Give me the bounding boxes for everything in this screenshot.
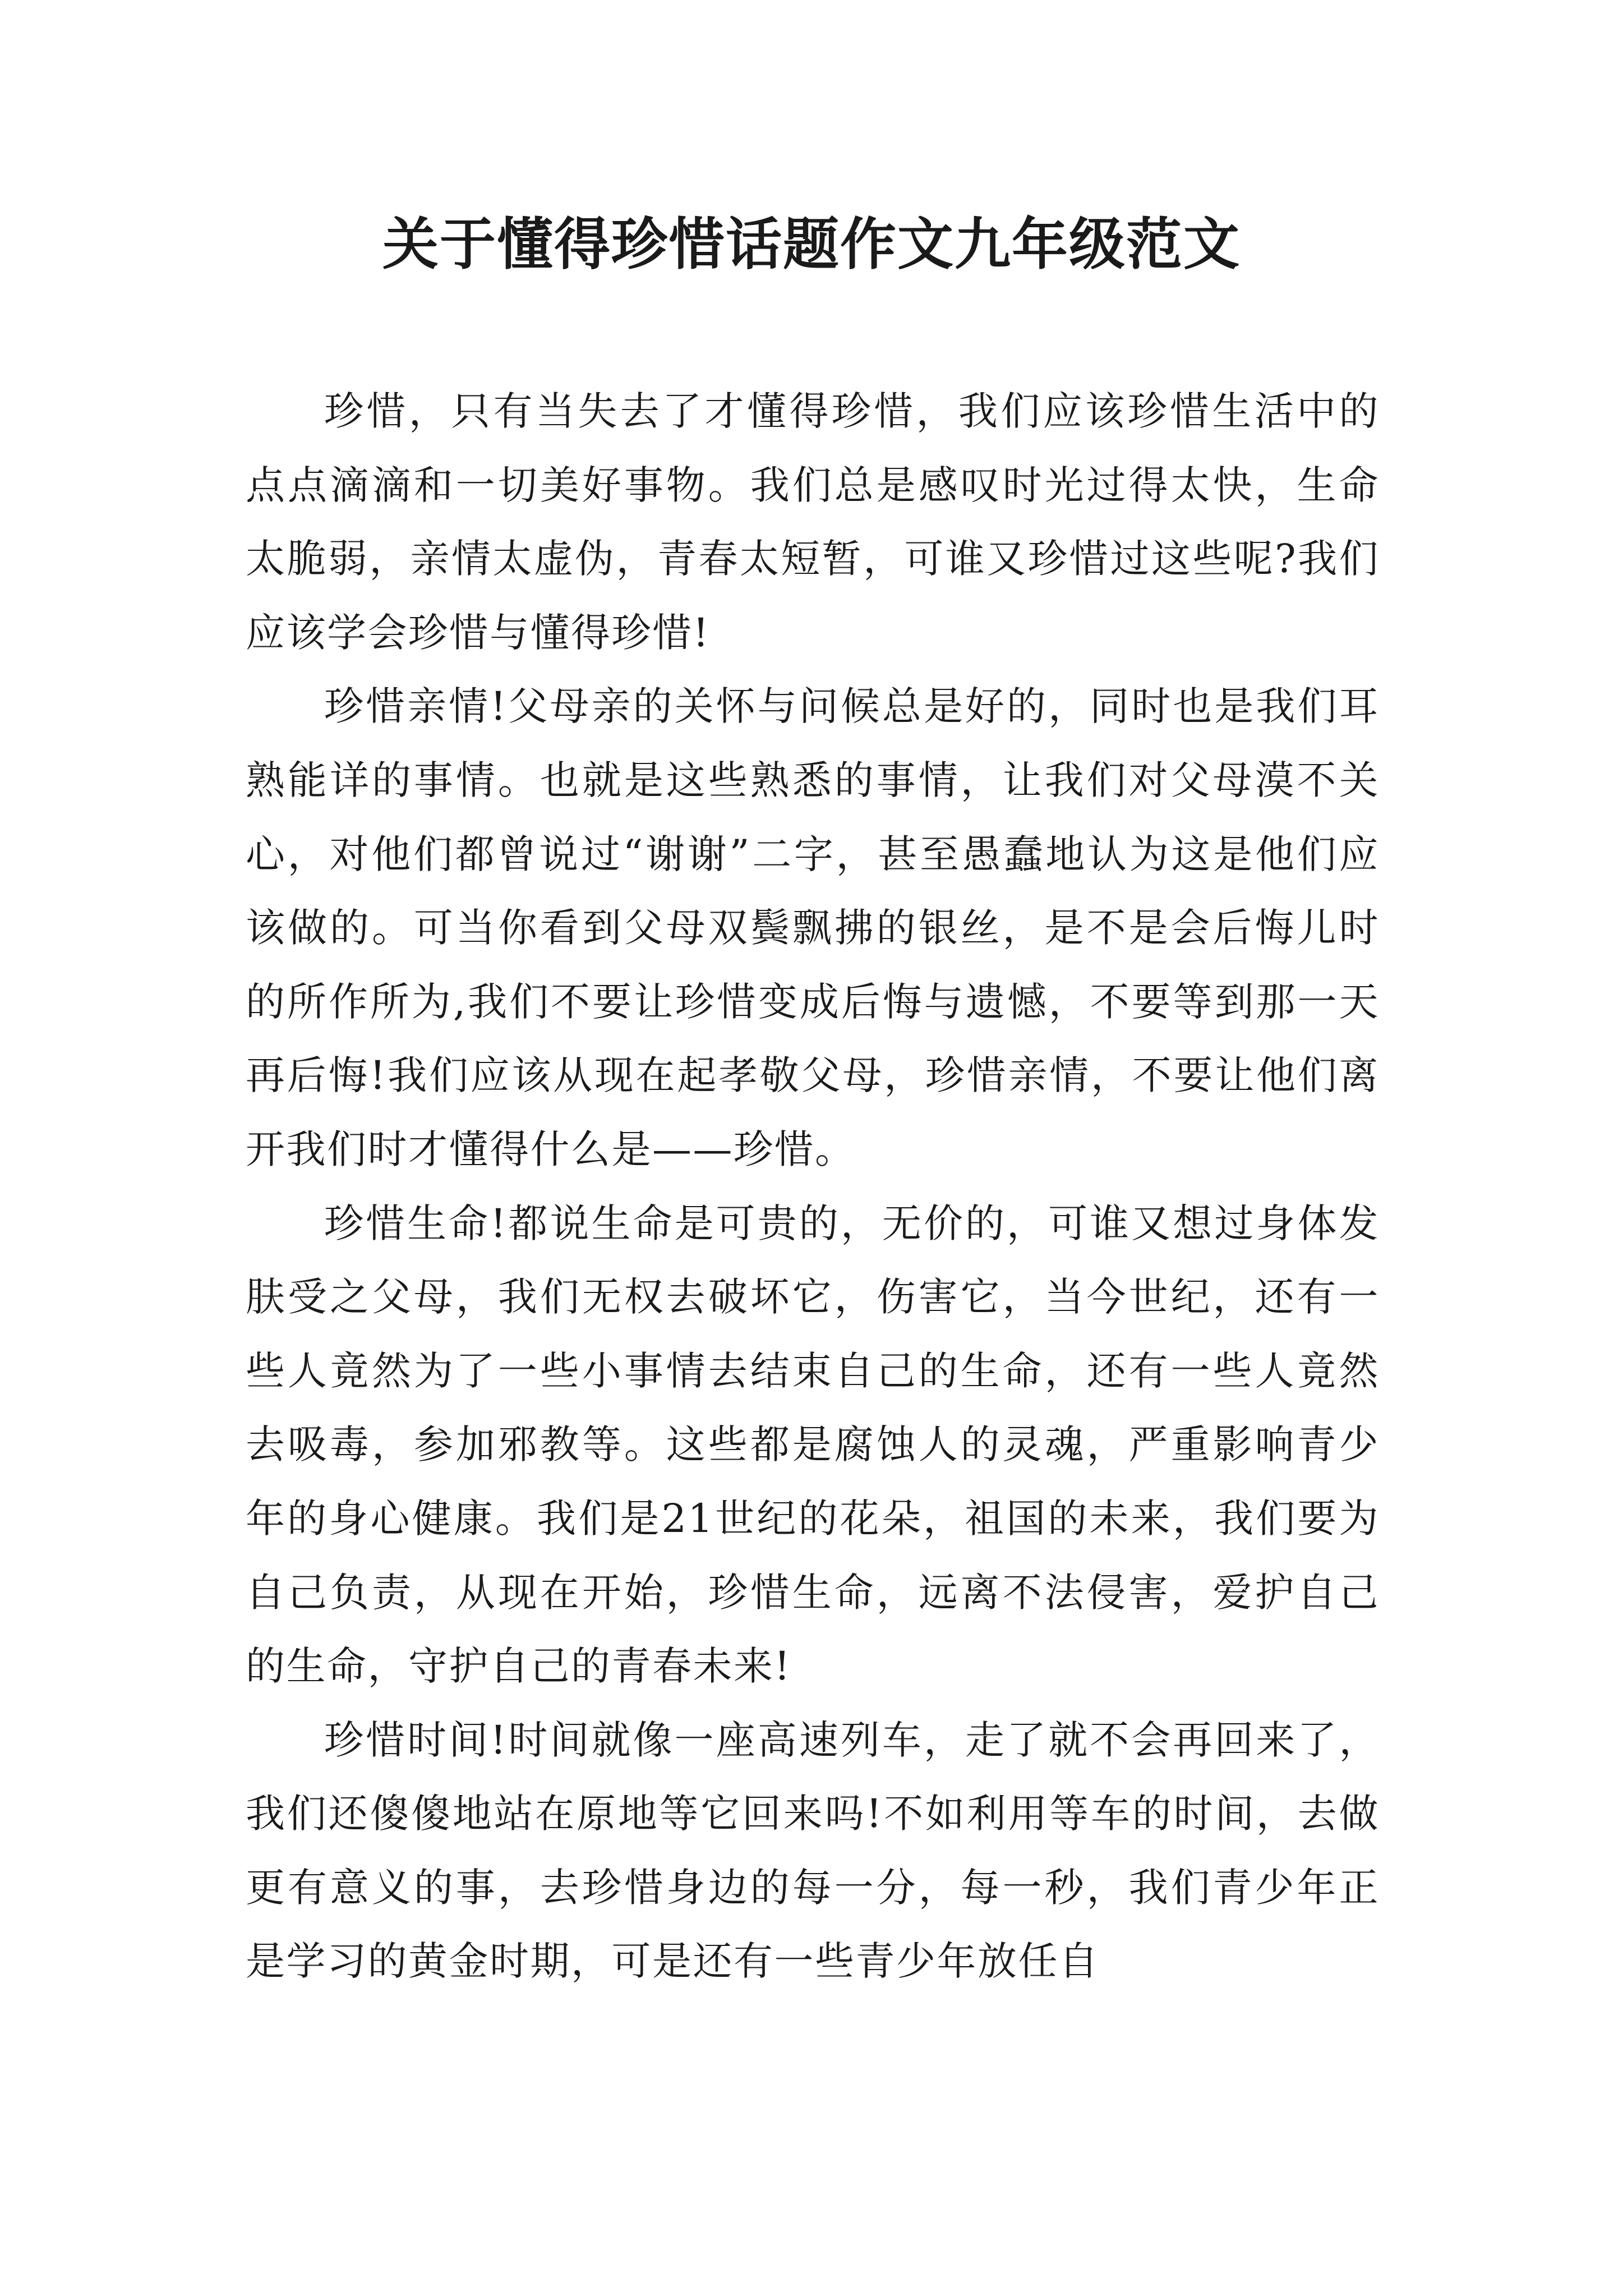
paragraph-life: 珍惜生命!都说生命是可贵的，无价的，可谁又想过身体发肤受之父母，我们无权去破坏它，伤害它，当今世纪，还有一些人竟然为了一些小事情去结束自己的生命，还有一些人竟然去吸毒，参加邪教等。这些都是腐蚀人的灵魂，严重影响青少年的身心健康。我们是21世纪的花朵，祖国的未来，我们要为自己负责，从现在开始，珍惜生命，远离不法侵害，爱护自己的生命，守护自己的青春未来! xyxy=(246,1200,1380,1690)
paragraph-family: 珍惜亲情!父母亲的关怀与问候总是好的，同时也是我们耳熟能详的事情。也就是这些熟悉的事情，让我们对父母漠不关心，对他们都曾说过“谢谢”二字，甚至愚蠢地认为这是他们应该做的。可当你看到父母双鬓飘拂的银丝，是不是会后悔儿时的所作所为,我们不要让珍惜变成后悔与遗憾，不要等到那一天再后悔!我们应该从现在起孝敬父母，珍惜亲情，不要让他们离开我们时才懂得什么是——珍惜。 xyxy=(246,683,1380,1172)
document-title: 关于懂得珍惜话题作文九年级范文 xyxy=(382,211,1241,277)
document-body xyxy=(246,375,1380,1999)
paragraph-time: 珍惜时间!时间就像一座高速列车，走了就不会再回来了，我们还傻傻地站在原地等它回来吗!不如利用等车的时间，去做更有意义的事，去珍惜身边的每一分，每一秒，我们青少年正是学习的黄金时期，可是还有一些青少年放任自 xyxy=(246,1717,1380,1985)
paragraph-intro: 珍惜，只有当失去了才懂得珍惜，我们应该珍惜生活中的点点滴滴和一切美好事物。我们总是感叹时光过得太快，生命太脆弱，亲情太虚伪，青春太短暂，可谁又珍惜过这些呢?我们应该学会珍惜与懂得珍惜! xyxy=(246,388,1380,656)
